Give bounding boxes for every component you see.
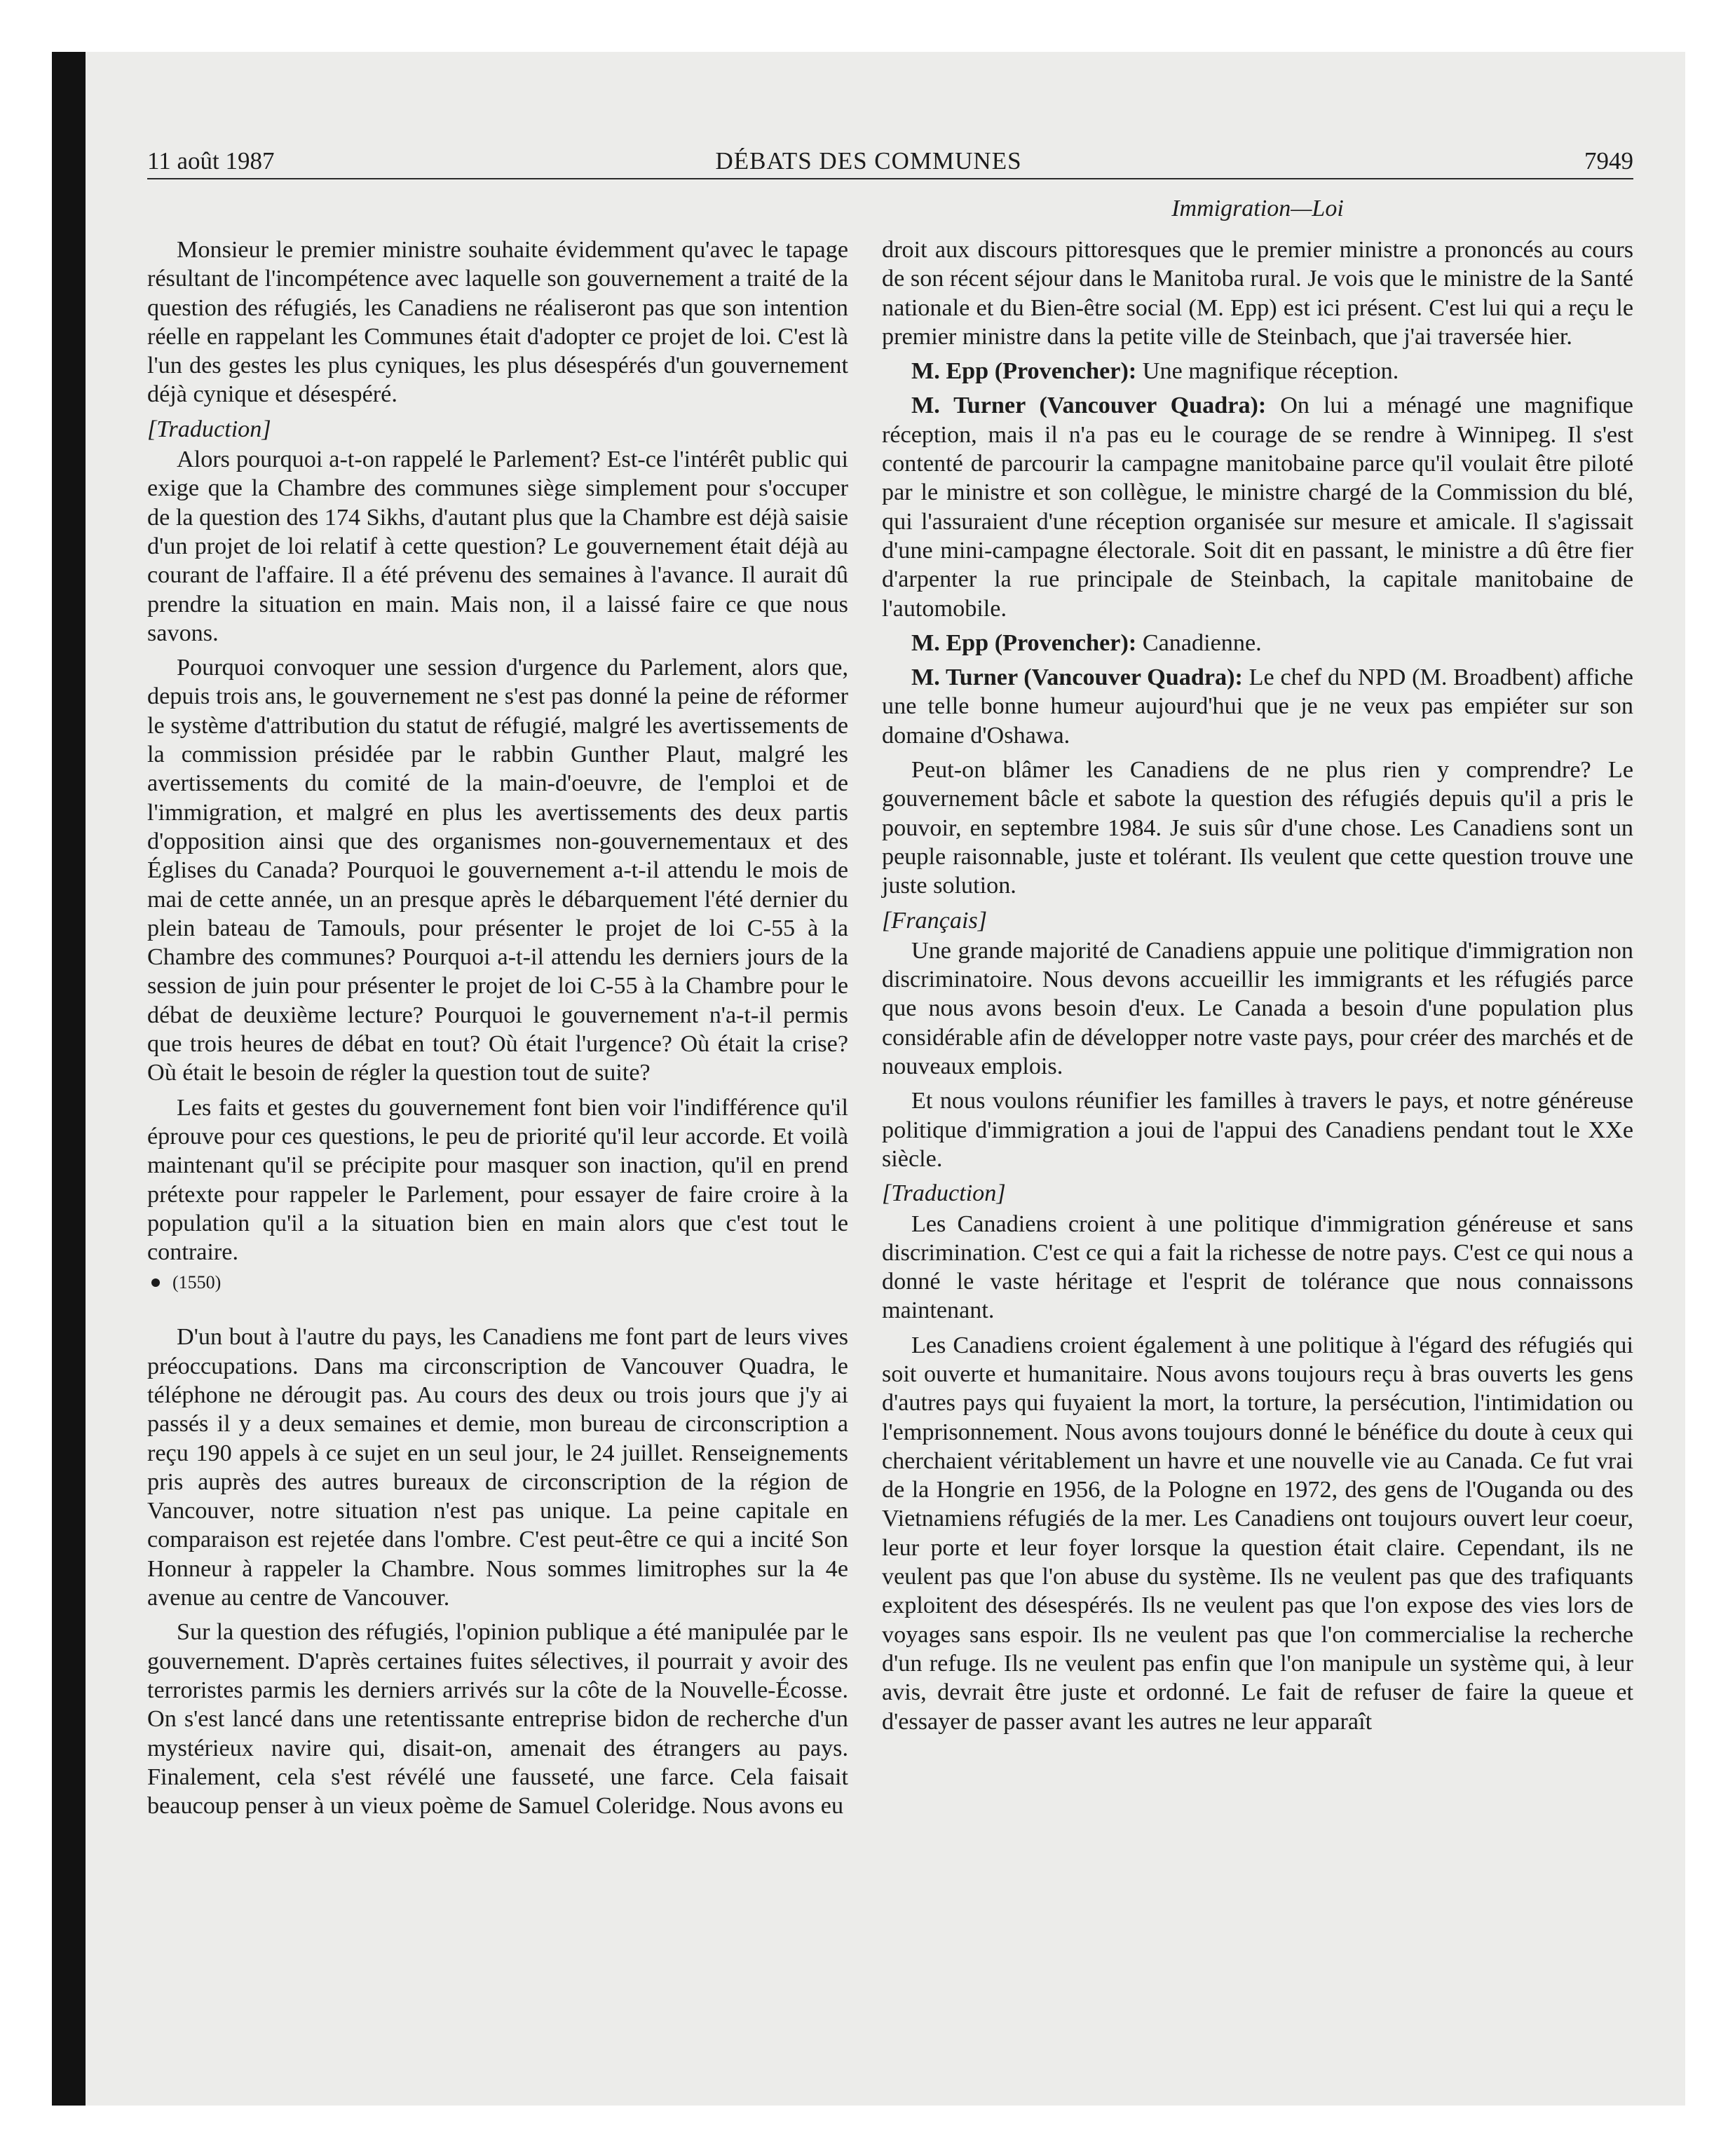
speech — [882, 629, 1633, 657]
speech-text: Une magnifique réception. — [1142, 358, 1399, 385]
speech-text: Canadienne. — [1142, 629, 1262, 656]
page-number: 7949 — [1584, 147, 1633, 175]
speech — [882, 357, 1633, 386]
scanned-page — [52, 52, 1685, 2106]
section-label: [Traduction] — [882, 1180, 1006, 1207]
left-column — [147, 236, 848, 1826]
header-title: DÉBATS DES COMMUNES — [715, 147, 1022, 175]
speech-text: Le chef du NPD (M. Broadbent) affiche une telle bonne humeur aujourd'hui que je ne veux pas empiéter sur son domaine d'Oshawa. — [882, 664, 1633, 749]
paragraph: Sur la question des réfugiés, l'opinion publique a été manipulée par le gouvernement. D'après certaines fuites sélectives, il pourrait y avoir des terroristes parmis les derniers arrivés sur la côte de la Nouvelle-Écosse. On s'est lancé dans une retentissante entreprise bidon de recherche d'un mystérieux navire qui, disait-on, amenait des étrangers au pays. Finalement, cela s'est révélé une fausseté, une farce. Cela faisait beaucoup penser à un vieux poème de Samuel Coleridge. Nous avons eu — [147, 1619, 848, 1820]
speech-text: On lui a ménagé une magnifique réception, mais il n'a pas eu le courage de se rendre à Winnipeg. Il s'est contenté de parcourir la campagne manitobaine parce qu'il voulait être piloté par le ministre et son collègue, le ministre chargé de la Commission du blé, qui l'assuraient d'une réception organisée sur mesure et amicale. Il s'agissait d'une mini-campagne électorale. Soit dit en passant, le ministre a dû être fier d'arpenter la rue principale de Steinbach, la capitale manitobaine de l'automobile. — [882, 393, 1633, 622]
paragraph: Pourquoi convoquer une session d'urgence du Parlement, alors que, depuis trois ans, le gouvernement ne s'est pas donné la peine de réformer le système d'attribution du statut de réfugié, malgré les avertissements de la commission présidée par le rabbin Gunther Plaut, malgré les avertissements du comité de la main-d'oeuvre, de l'emploi et de l'immigration, et malgré en plus les avertissements des deux partis d'opposition ainsi que des organismes non-gouvernementaux et des Églises du Canada? Pourquoi le gouvernement a-t-il attendu le mois de mai de cette année, un an presque après le débarquement l'été dernier du plein bateau de Tamouls, pour présenter le projet de loi C-55 à la Chambre des communes? Pourquoi a-t-il attendu les derniers jours de la session de juin pour présenter le projet de loi C-55 à la Chambre pour le débat de deuxième lecture? Pourquoi le gouvernement n'a-t-il permis que trois heures de débat en tout? Où était l'urgence? Où était la crise? Où était le besoin de régler la question tout de suite? — [147, 655, 848, 1086]
speaker-name: M. Turner (Vancouver Quadra): — [911, 664, 1243, 691]
paragraph: Les Canadiens croient à une politique d'immigration généreuse et sans discrimination. C'est ce qui a fait la richesse de notre pays. C'est ce qui nous a donné le vaste héritage et l'esprit de tolérance que nous connaissons maintenant. — [882, 1210, 1633, 1324]
bullet-icon — [151, 1278, 160, 1287]
paragraph: D'un bout à l'autre du pays, les Canadiens me font part de leurs vives préoccupations. Dans ma circonscription de Vancouver Quadra, le téléphone ne dérougit pas. Au cours des deux ou trois jours que j'y ai passés il y a deux semaines et demie, mon bureau de circonscription a reçu 190 appels à ce sujet en un seul jour, le 24 juillet. Renseignements pris auprès des autres bureaux de circonscription de la région de Vancouver, notre situation n'est pas unique. La peine capitale en comparaison est rejetée dans l'ombre. C'est peut-être ce qui a incité Son Honneur à rappeler la Chambre. Nous sommes limitrophes sur la 4e avenue au centre de Vancouver. — [147, 1324, 848, 1611]
paragraph: Les faits et gestes du gouvernement font bien voir l'indifférence qu'il éprouve pour ces questions, le peu de priorité qu'il leur accorde. Et voilà maintenant qu'il se précipite pour masquer son inaction, qu'il en prend prétexte pour rappeler le Parlement, pour essayer de faire croire à la population qu'il a la situation bien en main alors que c'est tout le contraire. — [147, 1094, 848, 1266]
right-column — [882, 236, 1633, 1742]
speaker-name: M. Epp (Provencher): — [911, 629, 1137, 656]
paragraph: Alors pourquoi a-t-on rappelé le Parlement? Est-ce l'intérêt public qui exige que la Chambre des communes siège simplement pour s'occuper de la question des 174 Sikhs, d'autant plus que la Chambre est déjà saisie d'un projet de loi relatif à cette question? Le gouvernement était déjà au courant de l'affaire. Il a été prévenu des semaines à l'avance. Il aurait dû prendre la situation en main. Mais non, il a laissé faire ce que nous savons. — [147, 446, 848, 646]
speech — [882, 391, 1633, 622]
running-head: Immigration—Loi — [1171, 196, 1344, 221]
speech — [882, 663, 1633, 750]
header-date: 11 août 1987 — [147, 147, 275, 175]
paragraph: Monsieur le premier ministre souhaite évidemment qu'avec le tapage résultant de l'incompétence avec laquelle son gouvernement a traité de la question des réfugiés, les Canadiens ne réaliseront pas que son intention réelle en rappelant les Communes était d'adopter ce projet de loi. C'est là l'un des gestes les plus cyniques, les plus désespérés d'un gouvernement déjà cynique et désespéré. — [147, 237, 848, 408]
section-label: [Traduction] — [147, 416, 271, 442]
paragraph: Les Canadiens croient également à une politique à l'égard des réfugiés qui soit ouverte et humanitaire. Nous avons toujours reçu à bras ouverts les gens d'autres pays qui fuyaient la mort, la torture, la persécution, l'intimidation ou l'emprisonnement. Nous avons toujours donné le bénéfice du doute à ceux qui cherchaient véritablement un havre et une nouvelle vie au Canada. Ce fut vrai de la Hongrie en 1956, de la Pologne en 1972, des gens de l'Ouganda ou des Vietnamiens réfugiés de la mer. Les Canadiens ont toujours ouvert leur coeur, leur porte et leur foyer lorsque la question était claire. Cependant, ils ne veulent pas que l'on abuse du système. Ils ne veulent pas que des trafiquants exploitent des désespérés. Ils ne veulent pas que l'on expose des vies lors de voyages sans espoir. Ils ne veulent pas que l'on commercialise la recherche d'un refuge. Ils ne veulent pas enfin que l'on manipule un système qui, à leur avis, devrait être juste et ordonné. Le fait de refuser de faire la queue et d'essayer de passer avant les autres ne leur apparaît — [882, 1332, 1633, 1735]
timestamp: (1550) — [172, 1272, 222, 1293]
binding-edge — [52, 52, 86, 2106]
header-rule — [147, 178, 1633, 179]
paragraph: droit aux discours pittoresques que le premier ministre a prononcés au cours de son récent séjour dans le Manitoba rural. Je vois que le ministre de la Santé nationale et du Bien-être social (M. Epp) est ici présent. C'est lui qui a reçu le premier ministre dans la petite ville de Steinbach, que j'ai traversée hier. — [882, 237, 1633, 350]
section-label: [Français] — [882, 907, 988, 934]
timestamp-marker — [147, 1272, 848, 1293]
speaker-name: M. Epp (Provencher): — [911, 358, 1137, 385]
speaker-name: M. Turner (Vancouver Quadra): — [911, 393, 1267, 419]
paragraph: Une grande majorité de Canadiens appuie une politique d'immigration non discriminatoire. Nous devons accueillir les immigrants et les réfugiés parce que nous avons besoin d'eux. Le Canada a besoin d'une population plus considérable afin de développer notre vaste pays, pour créer des marchés et de nouveaux emplois. — [882, 937, 1633, 1080]
paragraph: Peut-on blâmer les Canadiens de ne plus rien y comprendre? Le gouvernement bâcle et sabote la question des réfugiés depuis qu'il a pris le pouvoir, en septembre 1984. Je suis sûr d'une chose. Les Canadiens sont un peuple raisonnable, juste et tolérant. Ils veulent que cette question trouve une juste solution. — [882, 757, 1633, 899]
paragraph: Et nous voulons réunifier les familles à travers le pays, et notre généreuse politique d'immigration a joui de l'appui des Canadiens pendant tout le XXe siècle. — [882, 1088, 1633, 1172]
